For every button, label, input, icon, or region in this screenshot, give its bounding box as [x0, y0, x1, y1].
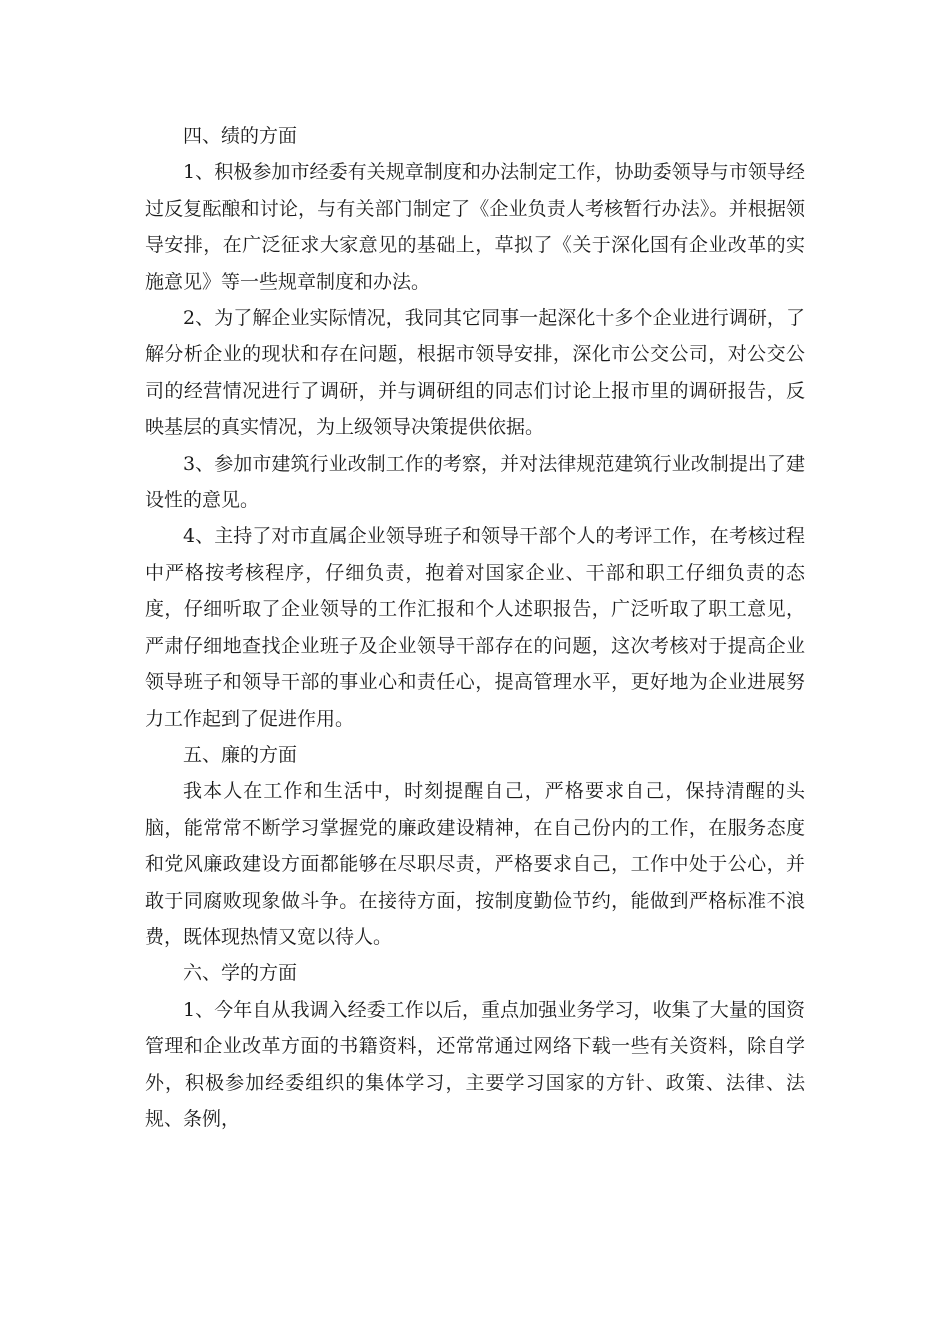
- performance-item-1: 1、积极参加市经委有关规章制度和办法制定工作，协助委领导与市领导经过反复酝酿和讨论，与有关部门制定了《企业负责人考核暂行办法》。并根据领导安排，在广泛征求大家意见的基础上，草拟了《关于深化国有企业改革的实施意见》等一些规章制度和办法。: [145, 161, 805, 293]
- integrity-paragraph: 我本人在工作和生活中，时刻提醒自己，严格要求自己，保持清醒的头脑，能常常不断学习掌握党的廉政建设精神，在自己份内的工作，在服务态度和党风廉政建设方面都能够在尽职尽责，严格要求自己，工作中处于公心，并敢于同腐败现象做斗争。在接待方面，按制度勤俭节约，能做到严格标准不浪费，既体现热情又宽以待人。: [145, 780, 805, 948]
- section-heading-integrity: 五、廉的方面: [183, 743, 298, 766]
- section-heading-learning: 六、学的方面: [183, 962, 298, 985]
- performance-item-2: 2、为了解企业实际情况，我同其它同事一起深化十多个企业进行调研，了解分析企业的现状和存在问题，根据市领导安排，深化市公交公司，对公交公司的经营情况进行了调研，并与调研组的同志们讨论上报市里的调研报告，反映基层的真实情况，为上级领导决策提供依据。: [145, 307, 805, 439]
- learning-item-1: 1、今年自从我调入经委工作以后，重点加强业务学习，收集了大量的国资管理和企业改革方面的书籍资料，还常常通过网络下载一些有关资料，除自学外，积极参加经委组织的集体学习，主要学习国家的方针、政策、法律、法规、条例，: [145, 998, 805, 1130]
- document-body: [145, 118, 805, 1137]
- performance-item-4: 4、主持了对市直属企业领导班子和领导干部个人的考评工作，在考核过程中严格按考核程序，仔细负责，抱着对国家企业、干部和职工仔细负责的态度，仔细听取了企业领导的工作汇报和个人述职报告，广泛听取了职工意见，严肃仔细地查找企业班子及企业领导干部存在的问题，这次考核对于提高企业领导班子和领导干部的事业心和责任心，提高管理水平，更好地为企业进展努力工作起到了促进作用。: [145, 525, 805, 730]
- section-heading-performance: 四、绩的方面: [183, 125, 298, 147]
- performance-item-3: 3、参加市建筑行业改制工作的考察，并对法律规范建筑行业改制提出了建设性的意见。: [145, 452, 805, 512]
